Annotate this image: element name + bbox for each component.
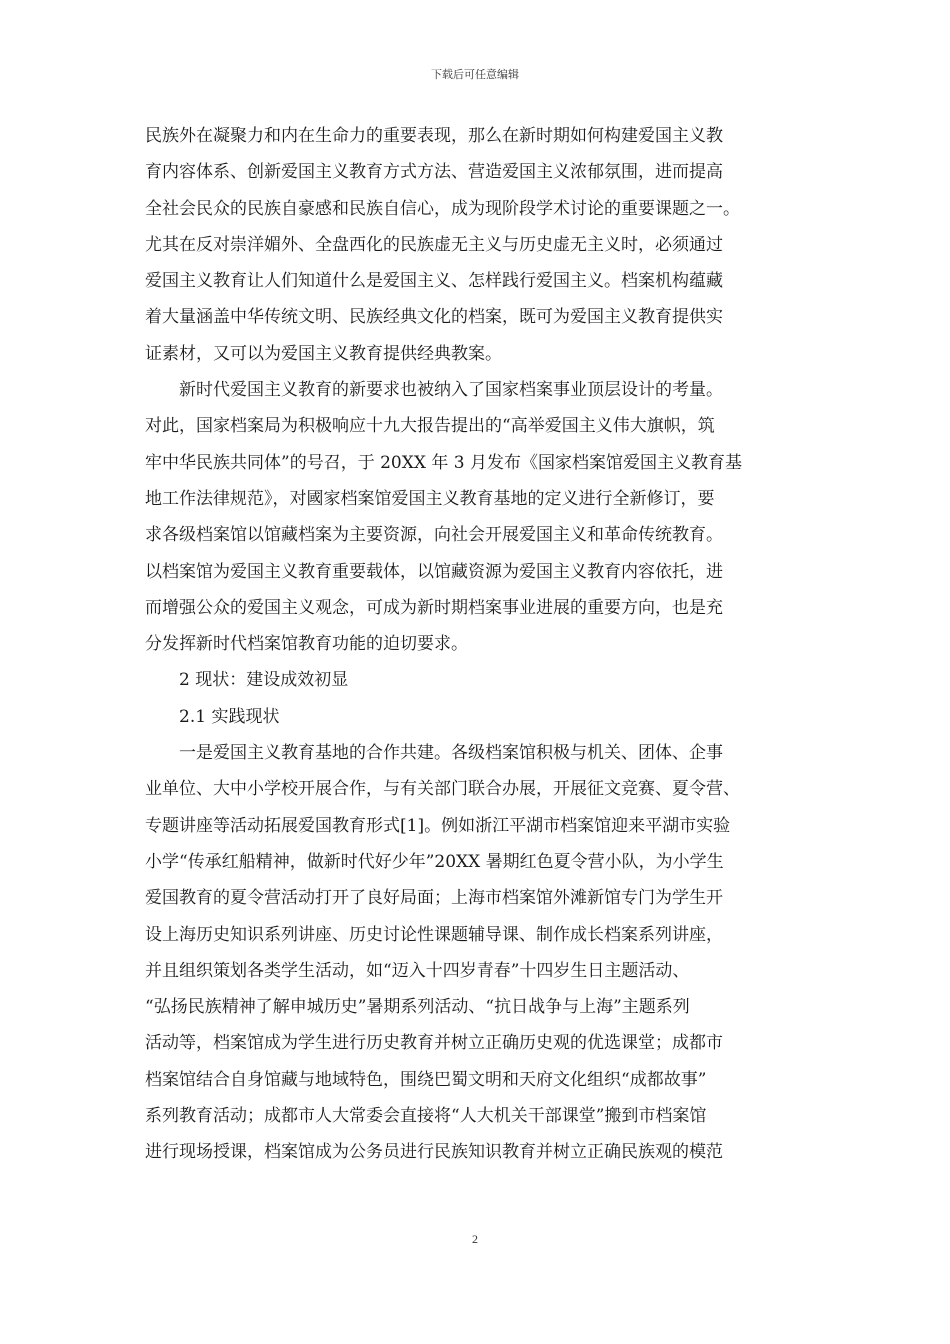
text-line: 并且组织策划各类学生活动，如“迈入十四岁青春”十四岁生日主题活动、 <box>145 960 690 981</box>
text-line: 业单位、大中小学校开展合作，与有关部门联合办展，开展征文竞赛、夏令营、 <box>145 779 740 800</box>
text-line: 活动等，档案馆成为学生进行历史教育并树立正确历史观的优选课堂；成都市 <box>145 1033 723 1054</box>
text-line: 尤其在反对崇洋媚外、全盘西化的民族虚无主义与历史虚无主义时，必须通过 <box>145 234 723 255</box>
page-header: 下载后可任意编辑 <box>431 68 519 81</box>
text-line: 系列教育活动；成都市人大常委会直接将“人大机关干部课堂”搬到市档案馆 <box>145 1106 707 1127</box>
text-line: 民族外在凝聚力和内在生命力的重要表现，那么在新时期如何构建爱国主义教 <box>145 126 723 146</box>
text-line: 档案馆结合自身馆藏与地域特色，围绕巴蜀文明和天府文化组织“成都故事” <box>145 1069 707 1090</box>
text-line: “弘扬民族精神了解申城历史”暑期系列活动、“抗日战争与上海”主题系列 <box>145 997 690 1018</box>
text-line: 对此，国家档案局为积极响应十九大报告提出的“高举爱国主义伟大旗帜，筑 <box>145 416 715 437</box>
text-line: 进行现场授课，档案馆成为公务员进行民族知识教育并树立正确民族观的模范 <box>145 1142 723 1163</box>
paragraph-start-line: 新时代爱国主义教育的新要求也被纳入了国家档案事业顶层设计的考量。 <box>179 380 723 401</box>
text-line: 小学“传承红船精神，做新时代好少年”20XX 暑期红色夏令营小队，为小学生 <box>145 851 724 872</box>
subsection-heading: 2.1 实践现状 <box>179 706 280 727</box>
text-line: 专题讲座等活动拓展爱国教育形式[1]。例如浙江平湖市档案馆迎来平湖市实验 <box>145 815 731 836</box>
paragraph-start-line: 一是爱国主义教育基地的合作共建。各级档案馆积极与机关、团体、企事 <box>179 743 723 764</box>
text-line: 爱国主义教育让人们知道什么是爱国主义、怎样践行爱国主义。档案机构蕴藏 <box>145 271 723 292</box>
text-line: 着大量涵盖中华传统文明、民族经典文化的档案，既可为爱国主义教育提供实 <box>145 307 723 328</box>
text-line: 证素材，又可以为爱国主义教育提供经典教案。 <box>145 343 502 364</box>
text-line: 牢中华民族共同体”的号召，于 20XX 年 3 月发布《国家档案馆爱国主义教育基 <box>145 452 742 473</box>
document-body <box>145 118 820 1171</box>
page-number: 2 <box>472 1232 478 1246</box>
text-line: 育内容体系、创新爱国主义教育方式方法、营造爱国主义浓郁氛围，进而提高 <box>145 162 723 183</box>
text-line: 全社会民众的民族自豪感和民族自信心，成为现阶段学术讨论的重要课题之一。 <box>145 198 740 219</box>
text-line: 设上海历史知识系列讲座、历史讨论性课题辅导课、制作成长档案系列讲座， <box>145 924 723 945</box>
text-line: 地工作法律规范》，对國家档案馆爱国主义教育基地的定义进行全新修订，要 <box>145 488 715 509</box>
section-heading: 2 现状：建设成效初显 <box>179 670 349 691</box>
text-line: 以档案馆为爱国主义教育重要载体，以馆藏资源为爱国主义教育内容依托，进 <box>145 561 723 582</box>
text-line: 爱国教育的夏令营活动打开了良好局面；上海市档案馆外滩新馆专门为学生开 <box>145 888 723 909</box>
text-line: 而增强公众的爱国主义观念，可成为新时期档案事业进展的重要方向，也是充 <box>145 597 723 618</box>
text-line: 求各级档案馆以馆藏档案为主要资源，向社会开展爱国主义和革命传统教育。 <box>145 525 723 546</box>
text-line: 分发挥新时代档案馆教育功能的迫切要求。 <box>145 634 468 655</box>
